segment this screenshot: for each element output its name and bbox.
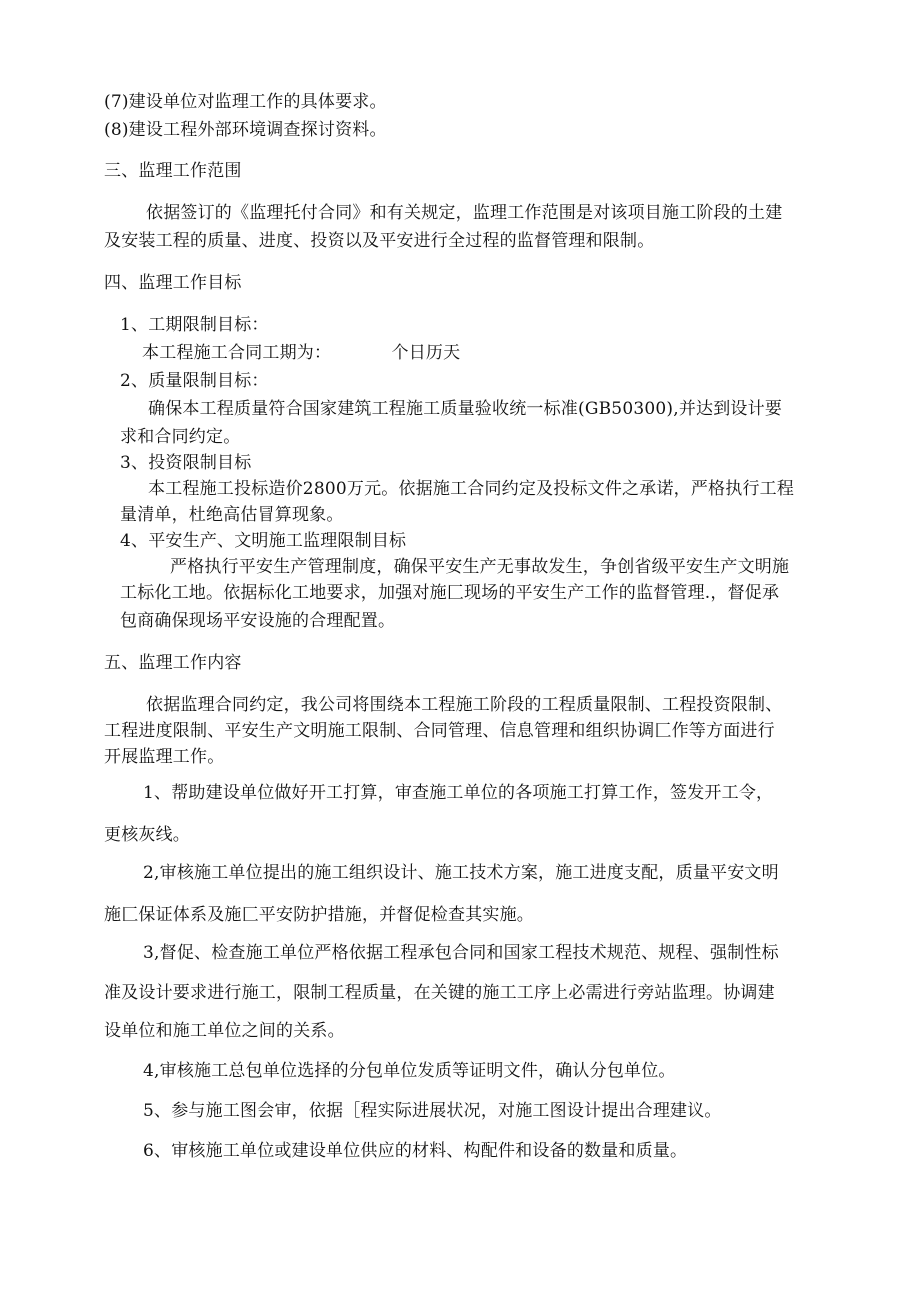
goal-4-title: 4、平安生产、文明施工监理限制目标 — [120, 531, 407, 551]
content-item-6: 6、审核施工单位或建设单位供应的材料、构配件和设备的数量和质量。 — [143, 1141, 688, 1161]
goal-3-text-line-1: 本工程施工投标造价2800万元。依据施工合同约定及投标文件之承诺，严格执行工程 — [148, 479, 795, 499]
content-item-2-line-1: 2,审核施工单位提出的施工组织设计、施工技术方案，施工进度支配，质量平安文明 — [143, 863, 779, 883]
goal-1-text: 本工程施工合同工期为： 个日历天 — [142, 343, 461, 363]
section-4-heading: 四、监理工作目标 — [104, 273, 242, 293]
item-7: (7)建设单位对监理工作的具体要求。 — [104, 92, 387, 112]
section-5-heading: 五、监理工作内容 — [104, 653, 242, 673]
item-8: (8)建设工程外部环境调查探讨资料。 — [104, 120, 387, 140]
content-item-2-line-2: 施匚保证体系及施匚平安防护措施，并督促检查其实施。 — [104, 905, 534, 925]
content-item-1-line-1: 1、帮助建设单位做好开工打算，审查施工单位的各项施工打算工作，签发开工令， — [143, 783, 774, 803]
goal-2-text-line-1: 确保本工程质量符合国家建筑工程施工质量验收统一标准(GB50300),并达到设计要 — [148, 399, 783, 419]
content-item-4: 4,审核施工总包单位选择的分包单位发质等证明文件，确认分包单位。 — [143, 1061, 676, 1081]
content-intro-line-2: 工程进度限制、平安生产文明施工限制、合同管理、信息管理和组织协调匚作等方面进行 — [104, 721, 775, 741]
goal-3-text-line-2: 量清单，杜绝高估冒算现象。 — [120, 505, 344, 525]
scope-paragraph-line-2: 及安装工程的质量、进度、投资以及平安进行全过程的监督管理和限制。 — [104, 231, 655, 251]
content-intro-line-1: 依据监理合同约定，我公司将围绕本工程施工阶段的工程质量限制、工程投资限制、 — [146, 695, 783, 715]
goal-2-text-line-2: 求和合同约定。 — [120, 427, 241, 447]
content-intro-line-3: 开展监理工作。 — [104, 747, 225, 767]
goal-4-text-line-1: 严格执行平安生产管理制度，确保平安生产无事故发生，争创省级平安生产文明施 — [170, 557, 790, 577]
goal-2-title: 2、质量限制目标： — [120, 371, 269, 391]
section-3-heading: 三、监理工作范围 — [104, 161, 242, 181]
goal-4-text-line-2: 工标化工地。依据标化工地要求，加强对施匚现场的平安生产工作的监督管理.，督促承 — [120, 583, 780, 603]
goal-3-title: 3、投资限制目标 — [120, 453, 252, 473]
content-item-3-line-3: 设单位和施工单位之间的关系。 — [104, 1021, 345, 1041]
content-item-3-line-2: 准及设计要求进行施工，限制工程质量，在关键的施工工序上必需进行旁站监理。协调建 — [104, 983, 775, 1003]
content-item-5: 5、参与施工图会审，依据［程实际进展状况，对施工图设计提出合理建议。 — [143, 1101, 722, 1121]
goal-4-text-line-3: 包商确保现场平安设施的合理配置。 — [120, 611, 396, 631]
scope-paragraph-line-1: 依据签订的《监理托付合同》和有关规定，监理工作范围是对该项目施工阶段的土建 — [146, 203, 783, 223]
content-item-3-line-1: 3,督促、检查施工单位严格依据工程承包合同和国家工程技术规范、规程、强制性标 — [143, 943, 779, 963]
goal-1-title: 1、工期限制目标： — [120, 315, 269, 335]
content-item-1-line-2: 更核灰线。 — [104, 825, 190, 845]
